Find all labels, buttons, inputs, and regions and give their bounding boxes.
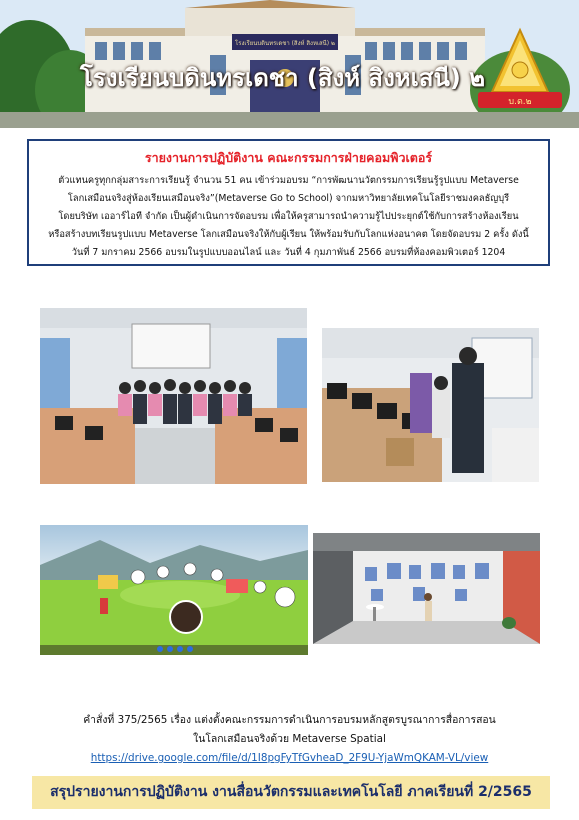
school-name: โรงเรียนบดินทรเดชา (สิงห์ สิงหเสนี) ๒ xyxy=(80,64,486,92)
summary-banner: สรุปรายงานการปฏิบัติงาน งานสื่อนวัตกรรมและเทคโนโลยี ภาคเรียนที่ 2/2565 xyxy=(32,776,550,809)
svg-text:บ.ด.๒: บ.ด.๒ xyxy=(508,97,532,107)
building-sign: โรงเรียนบดินทรเดชา (สิงห์ สิงหเสนี) ๒ xyxy=(235,40,335,47)
report-title: รายงานการปฏิบัติงาน คณะกรรมการฝ่ายคอมพิวเตอร์ xyxy=(144,150,433,165)
order-line-1: คำสั่งที่ 375/2565 เรื่อง แต่งตั้งคณะกรรมการดำเนินการอบรมหลักสูตรบูรณาการสื่อการสอน xyxy=(83,714,496,726)
order-line-2: ในโลกเสมือนจริงด้วย Metaverse Spatial xyxy=(193,733,386,745)
report-body: ตัวแทนครูทุกกลุ่มสาระการเรียนรู้ จำนวน 51 คน เข้าร่วมอบรม “การพัฒนานวัตกรรมการเรียนรู้รูปแบบ Metaverse โลกเสมือนจริงสู่ห้องเรียนเสมือนจริง”(Metaverse Go to School) จากมหาวิทยาลัยเทคโนโลยีราชมงคลธัญบุรี โดยบริษัท เออาร์ไอที จำกัด เป็นผู้ดำเนินการจัดอบรม เพื่อให้ครูสามารถนำความรู้ไปประยุกต์ใช้กับการสร้างห้องเรียน หรือสร้างบทเรียนรูปแบบ Metaverse โลกเสมือนจริงให้กับผู้เรียน ให้พร้อมรับกับโลกแห่งอนาคต โดยจัดอบรม 2 ครั้ง ดังนี้ วันที่ 7 มกราคม 2566 อบรมในรูปแบบออนไลน์ และ วันที่ 4 กุมภาพันธ์ 2566 อบรมที่ห้องคอมพิวเตอร์ 1204 xyxy=(48,175,529,258)
metaverse-gallery-screenshot xyxy=(313,533,540,644)
order-section xyxy=(0,711,579,768)
report-box xyxy=(27,139,550,266)
header-banner xyxy=(0,0,579,128)
metaverse-spatial-outdoor-screenshot xyxy=(40,525,308,655)
google-drive-link[interactable]: https://drive.google.com/file/d/1I8pgFyTfGvheaD_2F9U-YjaWmQKAM-VL/view xyxy=(90,752,489,764)
computer-lab-photo xyxy=(322,328,539,482)
group-photo-classroom xyxy=(40,308,307,484)
